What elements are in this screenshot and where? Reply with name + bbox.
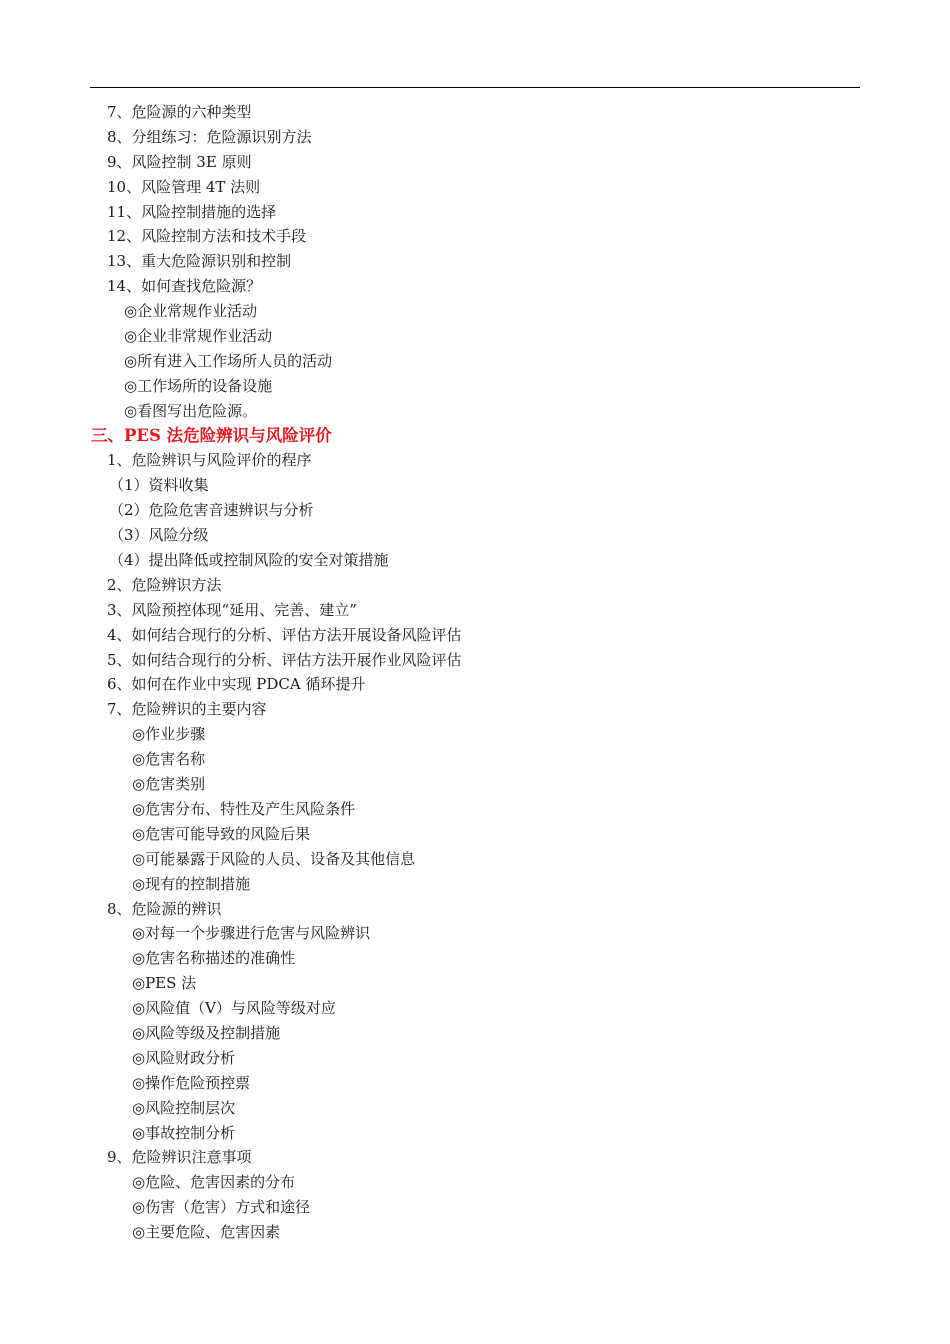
list-item: 9、危险辨识注意事项 (107, 1148, 252, 1167)
bullet-item: ◎对每一个步骤进行危害与风险辨识 (132, 924, 371, 943)
bullet-item: ◎风险等级及控制措施 (132, 1023, 281, 1042)
sub-item: （3）风险分级 (109, 526, 209, 545)
bullet-item: ◎危害名称描述的准确性 (132, 949, 296, 968)
sub-item: （4）提出降低或控制风险的安全对策措施 (109, 551, 389, 570)
bullet-item: ◎事故控制分析 (132, 1123, 236, 1142)
bullet-item: ◎可能暴露于风险的人员、设备及其他信息 (132, 849, 416, 868)
bullet-item: ◎现有的控制措施 (132, 874, 251, 893)
bullet-item: ◎PES 法 (132, 974, 197, 993)
sub-item: （2）危险危害音速辨识与分析 (109, 501, 314, 520)
list-item: 8、分组练习：危险源识别方法 (107, 127, 312, 146)
list-item: 3、风险预控体现“延用、完善、建立” (107, 600, 357, 619)
bullet-item: ◎所有进入工作场所人员的活动 (124, 351, 333, 370)
list-item: 14、如何查找危险源？ (107, 277, 262, 296)
list-item: 7、危险源的六种类型 (107, 103, 252, 121)
bullet-item: ◎危害可能导致的风险后果 (132, 824, 311, 843)
bullet-item: ◎企业非常规作业活动 (124, 327, 273, 346)
list-item: 8、危险源的辨识 (107, 899, 222, 918)
sub-item: （1）资料收集 (109, 476, 209, 495)
list-item: 5、如何结合现行的分析、评估方法开展作业风险评估 (107, 650, 462, 669)
section-heading: 三、PES 法危险辨识与风险评价 (91, 425, 332, 445)
list-item: 2、危险辨识方法 (107, 575, 222, 594)
header-rule (90, 87, 860, 88)
list-item: 9、风险控制 3E 原则 (107, 152, 252, 171)
bullet-item: ◎操作危险预控票 (132, 1073, 251, 1092)
document-body (0, 100, 950, 1245)
bullet-item: ◎看图写出危险源。 (124, 401, 258, 420)
list-item: 4、如何结合现行的分析、评估方法开展设备风险评估 (107, 625, 462, 644)
list-item: 1、危险辨识与风险评价的程序 (107, 451, 312, 470)
bullet-item: ◎风险值（V）与风险等级对应 (132, 999, 336, 1018)
bullet-item: ◎危险、危害因素的分布 (132, 1173, 296, 1192)
bullet-item: ◎风险财政分析 (132, 1048, 236, 1067)
bullet-item: ◎作业步骤 (132, 725, 206, 744)
list-item: 13、重大危险源识别和控制 (107, 252, 292, 271)
bullet-item: ◎风险控制层次 (132, 1098, 236, 1117)
bullet-item: ◎伤害（危害）方式和途径 (132, 1198, 311, 1217)
list-item: 7、危险辨识的主要内容 (107, 700, 267, 719)
list-item: 10、风险管理 4T 法则 (107, 177, 261, 196)
list-item: 11、风险控制措施的选择 (107, 202, 277, 221)
bullet-item: ◎主要危险、危害因素 (132, 1223, 281, 1242)
bullet-item: ◎危害名称 (132, 750, 206, 769)
bullet-item: ◎危害类别 (132, 775, 206, 794)
list-item: 12、风险控制方法和技术手段 (107, 227, 307, 246)
list-item: 6、如何在作业中实现 PDCA 循环提升 (107, 675, 366, 694)
bullet-item: ◎危害分布、特性及产生风险条件 (132, 799, 356, 818)
bullet-item: ◎工作场所的设备设施 (124, 376, 273, 395)
bullet-item: ◎企业常规作业活动 (124, 302, 258, 321)
